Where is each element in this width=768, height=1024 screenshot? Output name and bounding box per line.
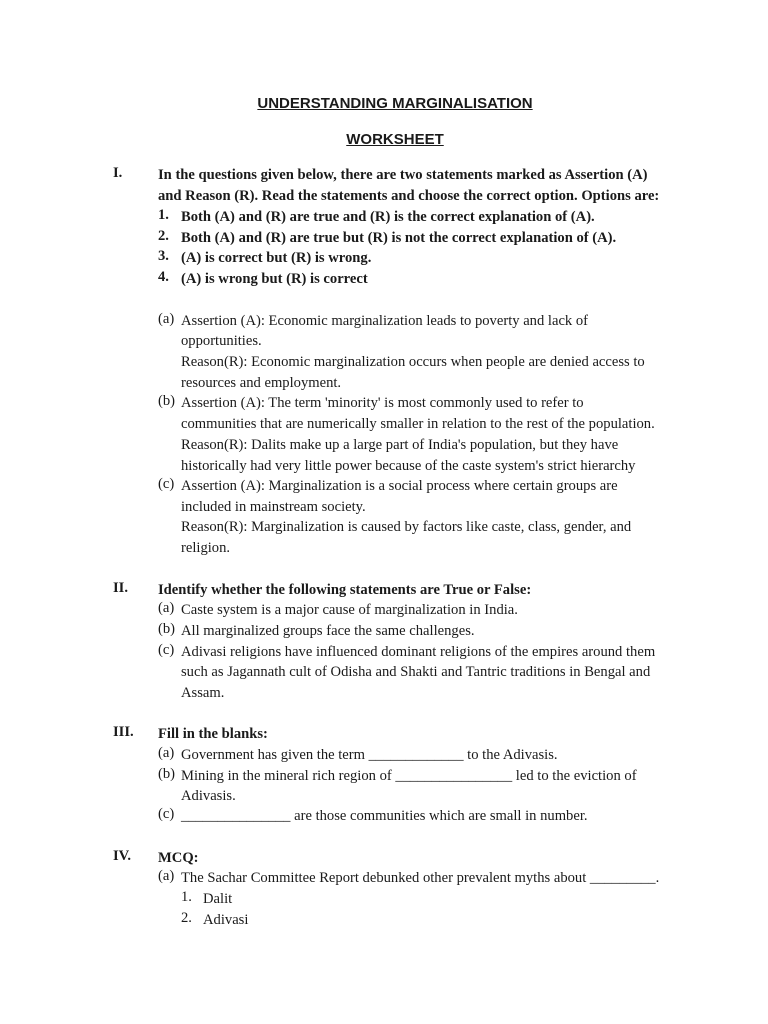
question-line: The Sachar Committee Report debunked other prevalent myths about _________. <box>181 870 660 886</box>
section-heading-line: and Reason (R). Read the statements and choose the correct option. Options are: <box>158 188 660 204</box>
option-number: 2. <box>158 228 169 244</box>
option-text: Both (A) and (R) are true but (R) is not the correct explanation of (A). <box>181 230 617 246</box>
question-line: _______________ are those communities which are small in number. <box>181 808 588 824</box>
option-text: (A) is wrong but (R) is correct <box>181 271 368 287</box>
section-heading-line: MCQ: <box>158 850 199 866</box>
question-label: (b) <box>158 621 176 637</box>
page-subtitle: WORKSHEET <box>346 131 444 148</box>
question-label: (a) <box>158 311 175 327</box>
question-line: Caste system is a major cause of marginalization in India. <box>181 602 518 618</box>
question-line: All marginalized groups face the same challenges. <box>181 623 475 639</box>
question-label: (a) <box>158 745 175 761</box>
question-line: opportunities. <box>181 333 262 349</box>
section-heading-line: Identify whether the following statements are True or False: <box>158 582 532 598</box>
section-numeral: III. <box>113 724 134 740</box>
question-line: Assertion (A): Marginalization is a social process where certain groups are <box>181 478 618 494</box>
question-label: (b) <box>158 393 176 409</box>
section-numeral: I. <box>113 165 123 181</box>
question-line: included in mainstream society. <box>181 499 366 515</box>
page-title: UNDERSTANDING MARGINALISATION <box>257 95 533 112</box>
section-heading-line: Fill in the blanks: <box>158 726 268 742</box>
section-heading-line: In the questions given below, there are two statements marked as Assertion (A) <box>158 167 648 183</box>
question-label: (a) <box>158 868 175 884</box>
question-line: Assertion (A): The term 'minority' is most commonly used to refer to <box>181 395 584 411</box>
option-number: 3. <box>158 248 169 264</box>
question-line: Adivasis. <box>181 788 236 804</box>
question-line: communities that are numerically smaller in relation to the rest of the population. <box>181 416 655 432</box>
question-line: historically had very little power because of the caste system's strict hierarchy <box>181 458 636 474</box>
question-line: religion. <box>181 540 231 556</box>
section-numeral: IV. <box>113 848 131 864</box>
question-line: such as Jagannath cult of Odisha and Shakti and Tantric traditions in Bengal and <box>181 664 651 680</box>
choice-number: 2. <box>181 910 192 926</box>
question-label: (c) <box>158 642 175 658</box>
question-line: Adivasi religions have influenced dominant religions of the empires around them <box>181 644 656 660</box>
question-line: resources and employment. <box>181 375 342 391</box>
question-line: Assertion (A): Economic marginalization leads to poverty and lack of <box>181 313 589 329</box>
question-label: (b) <box>158 766 176 782</box>
section-numeral: II. <box>113 580 129 596</box>
option-text: Both (A) and (R) are true and (R) is the correct explanation of (A). <box>181 209 595 225</box>
question-line: Reason(R): Dalits make up a large part of India's population, but they have <box>181 437 619 453</box>
option-text: (A) is correct but (R) is wrong. <box>181 250 372 266</box>
choice-number: 1. <box>181 889 192 905</box>
question-label: (a) <box>158 600 175 616</box>
option-number: 1. <box>158 207 169 223</box>
question-line: Mining in the mineral rich region of ________________ led to the eviction of <box>181 768 637 784</box>
choice-text: Dalit <box>203 891 233 907</box>
option-number: 4. <box>158 269 169 285</box>
question-line: Government has given the term _____________ to the Adivasis. <box>181 747 558 763</box>
question-label: (c) <box>158 476 175 492</box>
choice-text: Adivasi <box>203 912 249 928</box>
question-line: Reason(R): Marginalization is caused by factors like caste, class, gender, and <box>181 519 632 535</box>
question-label: (c) <box>158 806 175 822</box>
question-line: Reason(R): Economic marginalization occurs when people are denied access to <box>181 354 645 370</box>
question-line: Assam. <box>181 685 225 701</box>
